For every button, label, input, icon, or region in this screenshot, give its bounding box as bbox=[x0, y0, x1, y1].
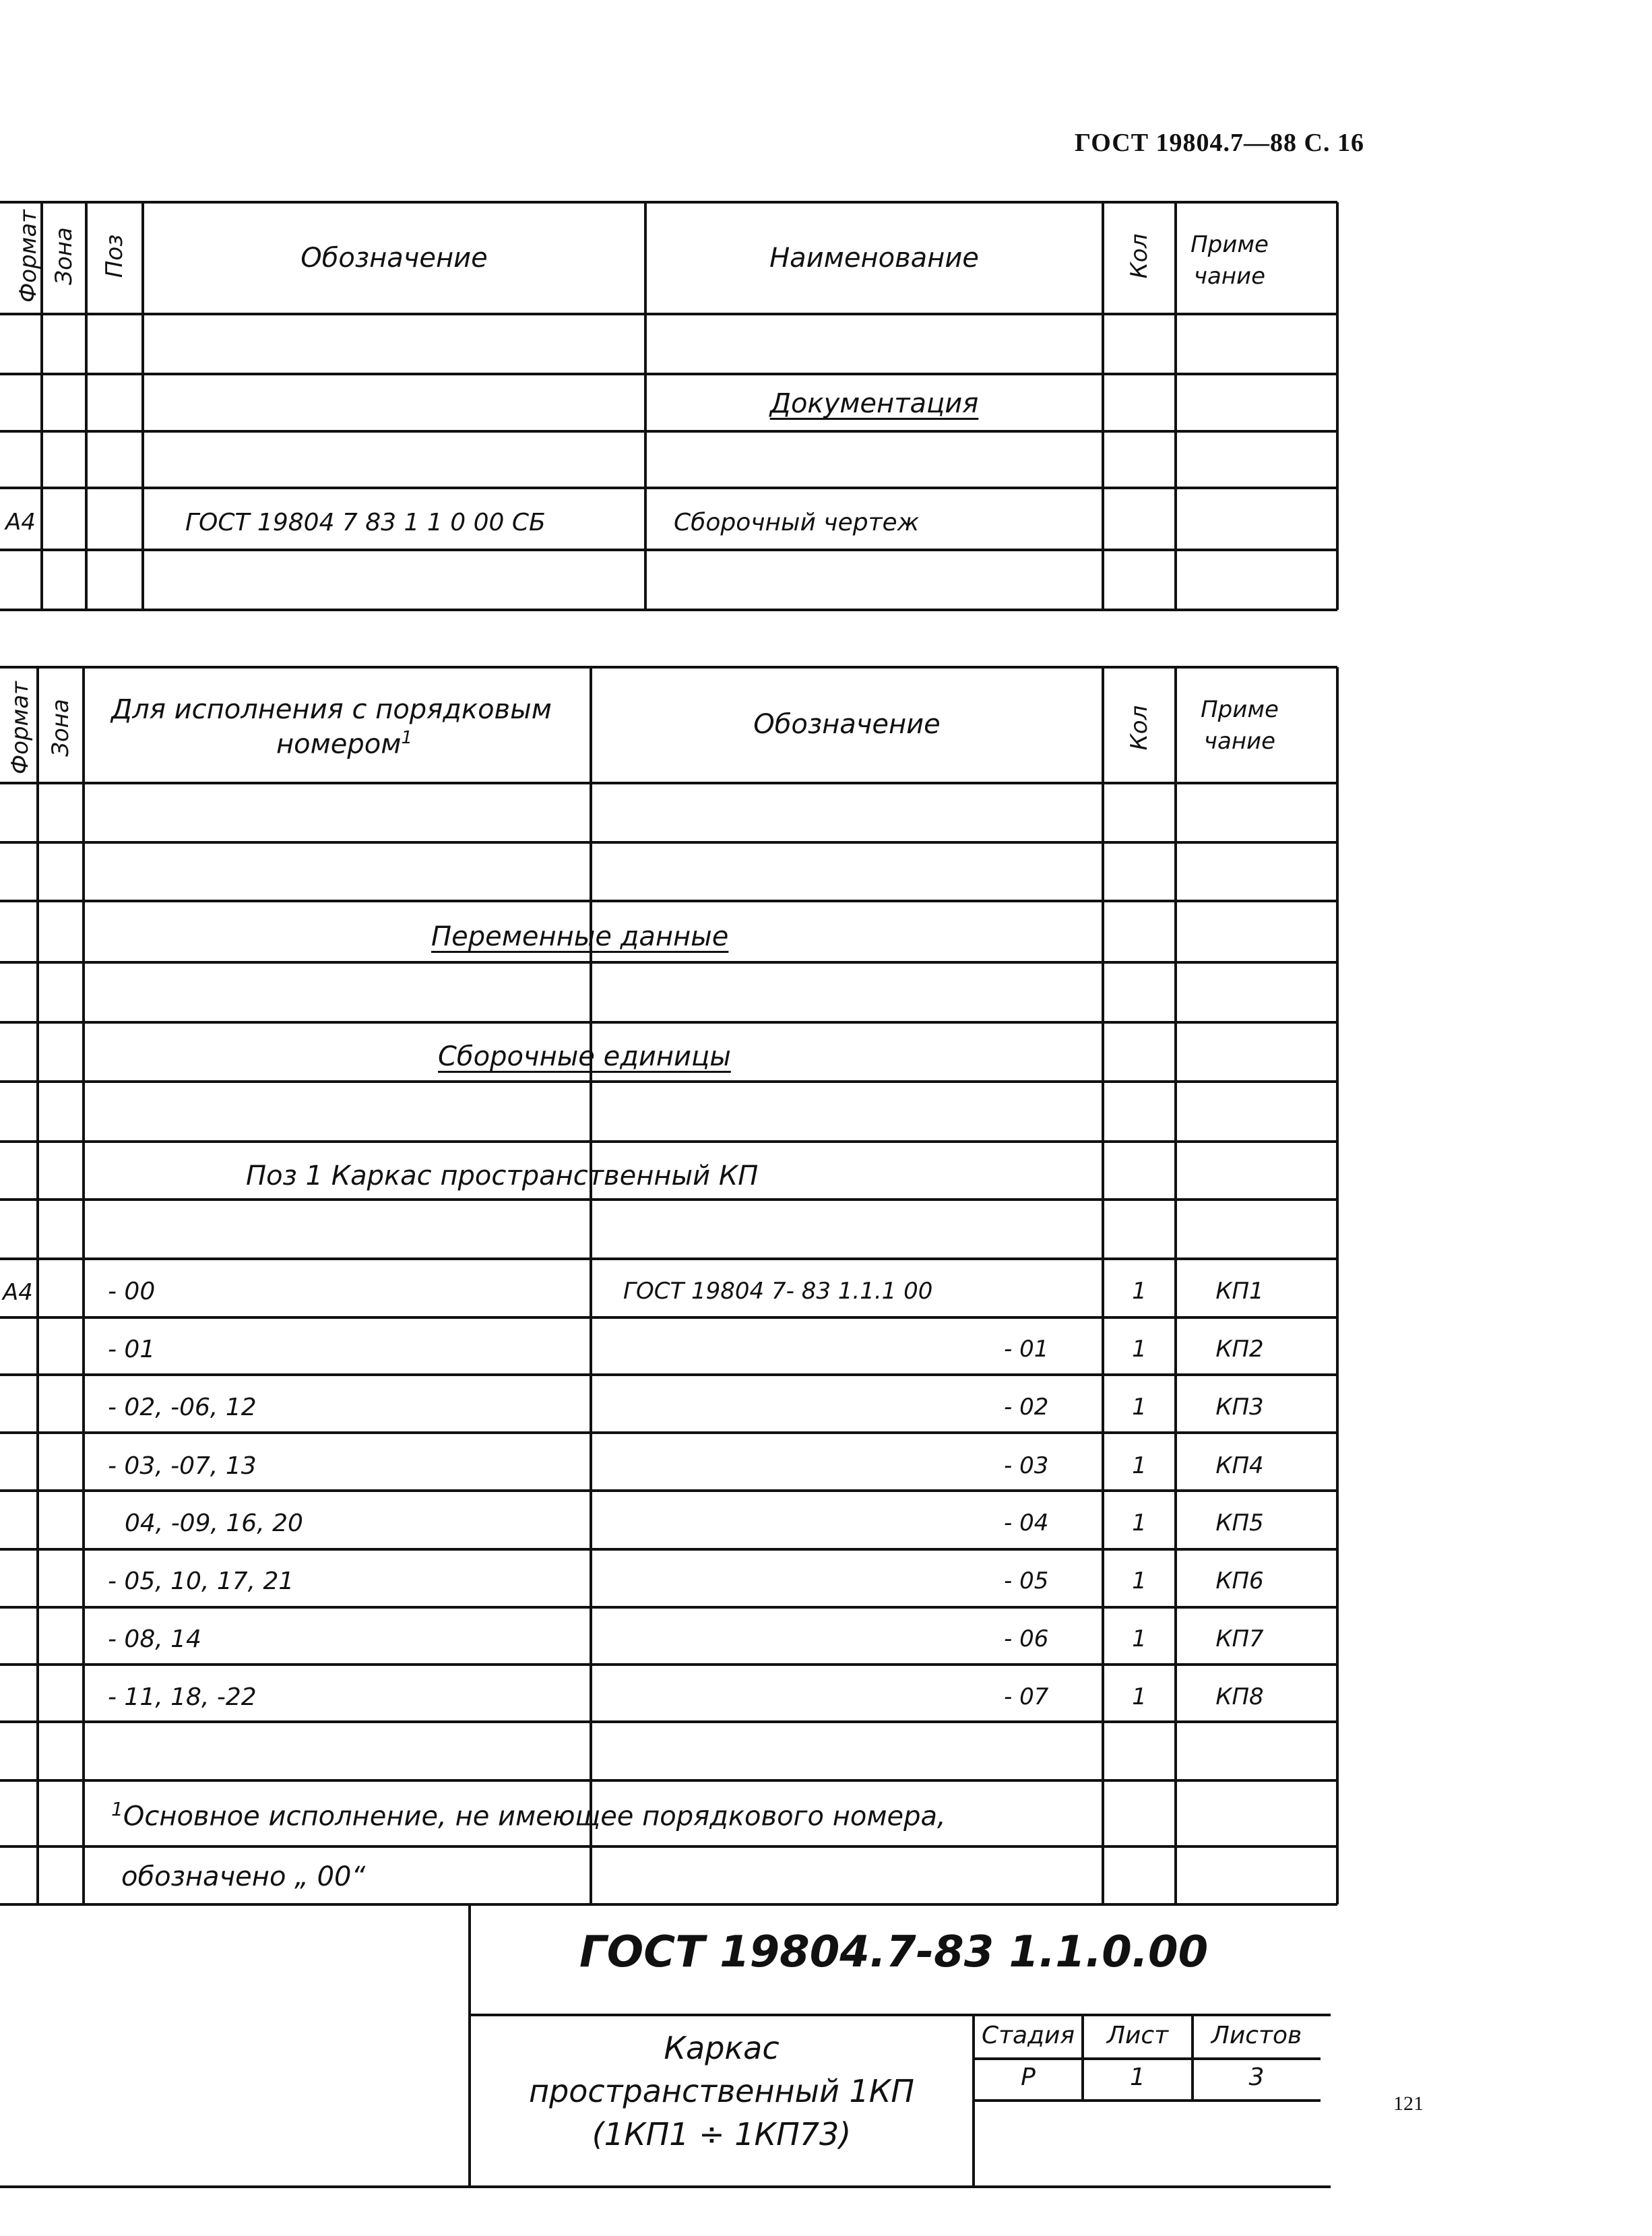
footnote-line-2: обозначено „ 00“ bbox=[121, 1861, 366, 1892]
row-designation: - 02 bbox=[1004, 1394, 1049, 1421]
row-qty: 1 bbox=[1132, 1567, 1147, 1594]
sheets-label: Листов bbox=[1211, 2022, 1302, 2049]
row-designation: - 06 bbox=[1004, 1625, 1049, 1652]
header-format: Формат bbox=[15, 210, 42, 303]
title-name-1: Каркас bbox=[664, 2030, 780, 2066]
sheet-value: 1 bbox=[1130, 2063, 1145, 2091]
row-qty: 1 bbox=[1132, 1510, 1147, 1536]
row-note: КП6 bbox=[1215, 1567, 1264, 1594]
row-designation: - 04 bbox=[1004, 1510, 1049, 1536]
row-designation: - 01 bbox=[1004, 1336, 1049, 1363]
row-note: КП7 bbox=[1215, 1625, 1264, 1652]
header-zone: Зона bbox=[51, 227, 77, 285]
row-note: КП4 bbox=[1215, 1452, 1264, 1479]
stage-value: Р bbox=[1021, 2063, 1036, 2091]
sheet-label: Лист bbox=[1106, 2022, 1169, 2049]
row-note: КП1 bbox=[1215, 1278, 1264, 1305]
row-note: КП3 bbox=[1215, 1394, 1264, 1421]
row-note: КП8 bbox=[1215, 1683, 1264, 1710]
pos-title: Поз 1 Каркас пространственный КП bbox=[246, 1160, 759, 1191]
footnote-sup: 1 bbox=[111, 1798, 123, 1820]
row-variant: 04, -09, 16, 20 bbox=[125, 1510, 303, 1537]
section-documentation: Документация bbox=[769, 388, 979, 419]
row-format: А4 bbox=[3, 1279, 33, 1306]
section-assembly-units: Сборочные единицы bbox=[438, 1041, 731, 1072]
header2-qty: Кол bbox=[1126, 705, 1153, 751]
row-variant: - 08, 14 bbox=[108, 1625, 201, 1653]
row-designation: ГОСТ 19804 7- 83 1.1.1 00 bbox=[623, 1278, 933, 1305]
footnote-text-1: Основное исполнение, не имеющее порядкового номера, bbox=[123, 1801, 946, 1832]
header2-variant-2-text: номером bbox=[276, 728, 402, 760]
header2-variant-2 bbox=[276, 728, 412, 759]
doc-name: Сборочный чертеж bbox=[674, 509, 920, 536]
row-qty: 1 bbox=[1132, 1683, 1147, 1710]
row-note: КП2 bbox=[1215, 1336, 1264, 1363]
header-pos: Поз bbox=[101, 234, 128, 278]
title-name-3: (1КП1 ÷ 1КП73) bbox=[592, 2116, 852, 2152]
footnote-line-1 bbox=[111, 1798, 946, 1832]
row-variant: - 11, 18, -22 bbox=[108, 1683, 257, 1711]
title-name-2: пространственный 1КП bbox=[529, 2073, 914, 2109]
header-name: Наименование bbox=[769, 243, 979, 274]
header2-variant-sup: 1 bbox=[401, 728, 412, 748]
row-variant: - 03, -07, 13 bbox=[108, 1452, 257, 1480]
row-qty: 1 bbox=[1132, 1452, 1147, 1479]
header-designation: Обозначение bbox=[300, 243, 488, 274]
row-designation: - 07 bbox=[1004, 1683, 1049, 1710]
row-variant: - 01 bbox=[108, 1336, 156, 1363]
row-variant: - 00 bbox=[108, 1278, 156, 1305]
row-variant: - 02, -06, 12 bbox=[108, 1394, 257, 1421]
row-qty: 1 bbox=[1132, 1278, 1147, 1305]
header2-note-1: Приме bbox=[1201, 696, 1279, 723]
row-note: КП5 bbox=[1215, 1510, 1264, 1536]
row-qty: 1 bbox=[1132, 1336, 1147, 1363]
title-doc-number: ГОСТ 19804.7-83 1.1.0.00 bbox=[579, 1927, 1209, 1977]
header-note-2: чание bbox=[1193, 263, 1266, 290]
row-designation: - 05 bbox=[1004, 1567, 1049, 1594]
header2-zone: Зона bbox=[47, 699, 74, 757]
header2-format: Формат bbox=[7, 681, 34, 774]
doc-format: А4 bbox=[5, 509, 36, 536]
header-note-1: Приме bbox=[1190, 231, 1269, 258]
doc-designation: ГОСТ 19804 7 83 1 1 0 00 СБ bbox=[185, 509, 546, 536]
page-header: ГОСТ 19804.7—88 С. 16 bbox=[1075, 129, 1364, 157]
header2-note-2: чание bbox=[1203, 728, 1276, 755]
row-variant: - 05, 10, 17, 21 bbox=[108, 1567, 294, 1595]
sheets-value: 3 bbox=[1248, 2063, 1265, 2091]
page-number: 121 bbox=[1393, 2092, 1424, 2115]
stage-label: Стадия bbox=[981, 2022, 1075, 2049]
row-qty: 1 bbox=[1132, 1625, 1147, 1652]
header2-designation: Обозначение bbox=[753, 709, 941, 740]
row-qty: 1 bbox=[1132, 1394, 1147, 1421]
header-qty: Кол bbox=[1126, 233, 1153, 279]
row-designation: - 03 bbox=[1004, 1452, 1049, 1479]
header2-variant-1: Для исполнения с порядковым bbox=[111, 694, 552, 725]
section-variable-data: Переменные данные bbox=[431, 921, 729, 952]
